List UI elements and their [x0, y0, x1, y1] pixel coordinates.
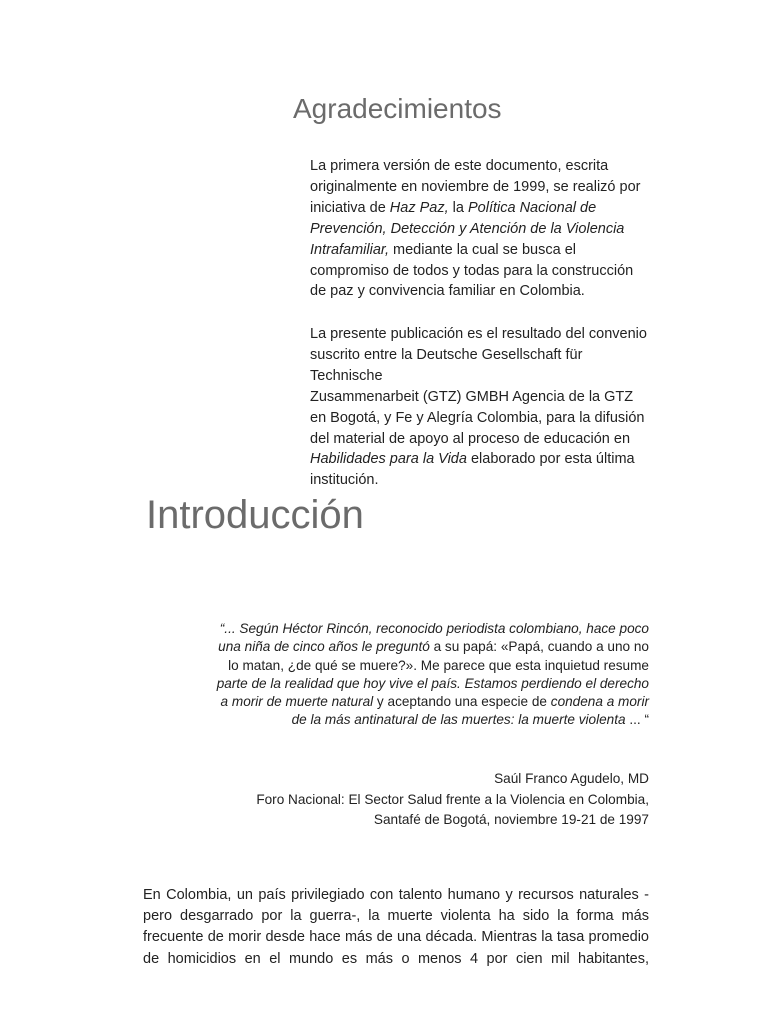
- italic-run: Habilidades para la Vida: [310, 451, 467, 468]
- text-run: elaborado por esta última institución.: [310, 451, 635, 489]
- introduction-heading: Introducción: [146, 493, 364, 537]
- attribution-place-date: Santafé de Bogotá, noviembre 19-21 de 1997: [373, 812, 649, 827]
- epigraph-quote: [215, 620, 649, 730]
- introduction-body-paragraph: En Colombia, un país privilegiado con talento humano y recursos naturales -pero desgarrado por la guerra-, la muerte violenta ha sido la forma más frecuente de morir desde hace más de una década. Mientras la tasa promedio de homicidios en el mundo es más o menos 4 por cien mil habitantes,: [143, 887, 649, 967]
- acknowledgements-paragraph-2: [310, 324, 650, 491]
- text-run: a su papá: «Papá, cuando a uno no lo matan, ¿de qué se muere?». Me parece que esta inquietud resume: [228, 639, 649, 673]
- text-run: La primera versión de este documento, escrita originalmente en noviembre de 1999, se realizó por iniciativa de: [310, 158, 641, 216]
- attribution-source: Foro Nacional: El Sector Salud frente a la Violencia en Colombia,: [256, 791, 649, 807]
- italic-run: parte de la realidad que hoy vive el país. Estamos perdiendo el derecho a morir de muerte natural: [216, 675, 649, 710]
- text-run: ... “: [625, 712, 649, 728]
- acknowledgements-paragraph-1: [310, 156, 650, 302]
- text-run: y aceptando una especie de: [373, 694, 551, 710]
- text-run: la: [448, 199, 468, 216]
- italic-run: condena a morir de la más antinatural de las muertes: la muerte violenta: [291, 694, 649, 728]
- italic-run: Haz Paz,: [389, 199, 449, 216]
- attribution-author: Saúl Franco Agudelo, MD: [494, 771, 649, 786]
- text-run: Zusammenarbeit (GTZ) GMBH Agencia de la GTZ en Bogotá, y Fe y Alegría Colombia, para la difusión del material de apoyo al proceso de educación en: [310, 388, 645, 447]
- italic-run: “... Según Héctor Rincón, reconocido periodista colombiano, hace poco una niña de cinco años le preguntó: [218, 621, 649, 655]
- text-run: mediante la cual se busca el compromiso de todos y todas para la construcción de paz y convivencia familiar en Colombia.: [310, 241, 634, 300]
- italic-run: Política Nacional de Prevención, Detección y Atención de la Violencia Intrafamiliar,: [310, 199, 625, 258]
- text-run: La presente publicación es el resultado del convenio suscrito entre la Deutsche Gesellschaft für Technische: [310, 326, 647, 384]
- quote-attribution: [215, 769, 649, 831]
- acknowledgements-heading: Agradecimientos: [293, 93, 502, 124]
